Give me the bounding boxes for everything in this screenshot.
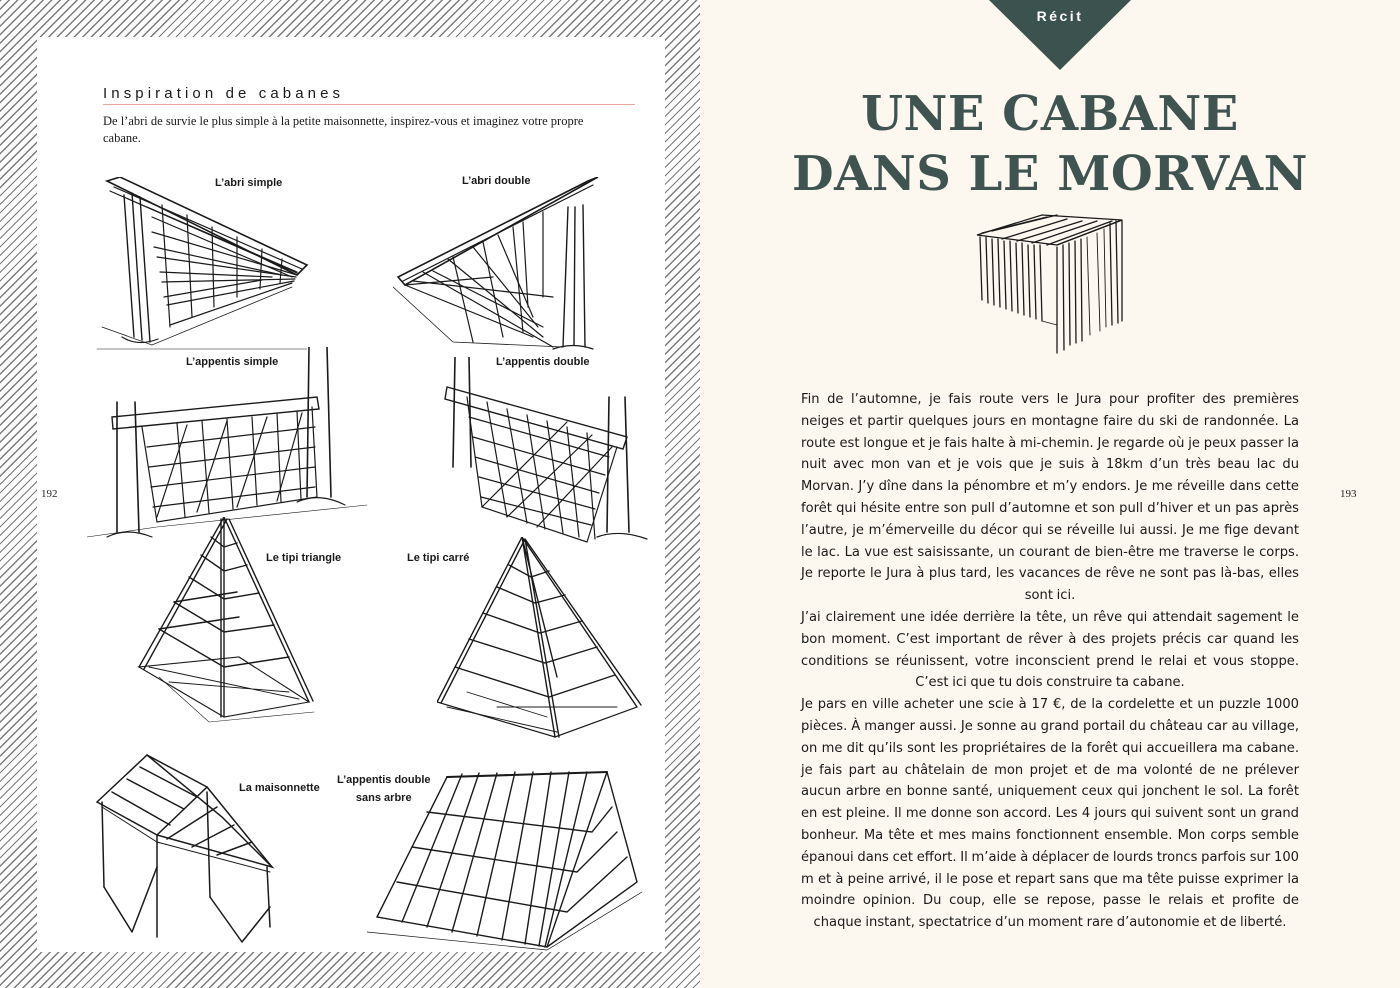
- appentis-double-illustration: [427, 357, 657, 552]
- label-appentis-double: L’appentis double: [496, 356, 590, 368]
- maisonnette-illustration: [92, 747, 282, 947]
- page-number-right: 193: [1340, 488, 1357, 500]
- label-maisonnette: La maisonnette: [239, 782, 320, 794]
- intro-text: De l’abri de survie le plus simple à la petite maisonnette, inspirez-vous et imaginez votre propre cabane.: [103, 114, 584, 145]
- label-abri-simple: L’abri simple: [215, 177, 283, 189]
- label-tipi-carre: Le tipi carré: [407, 552, 470, 564]
- left-page-content: [37, 37, 665, 952]
- page-title-line2: DANS LE MORVAN: [792, 146, 1308, 202]
- story-paragraph: J’ai clairement une idée derrière la tête, un rêve qui attendait sagement le bon moment. C’est important de rêver à des projets précis car quand les conditions se réunissent, votre inconscient prend le relai et vous stoppe. C’est ici que tu dois construire ta cabane.: [801, 609, 1299, 691]
- appentis-simple-illustration: [87, 347, 372, 542]
- recit-badge-label: Récit: [1036, 8, 1084, 24]
- label-tipi-triangle: Le tipi triangle: [266, 552, 342, 564]
- label-appentis-double-sans-arbre-line2: sans arbre: [355, 792, 412, 804]
- label-appentis-double-sans-arbre-line1: L’appentis double: [337, 774, 431, 786]
- story-paragraph: Je pars en ville acheter une scie à 17 €, de la cordelette et un puzzle 1000 pièces. À manger aussi. Je sonne au grand portail du château car au village, on me dit qu’ils sont les propriétaires de la forêt qui accueillera ma cabane. je fais part au châtelain de mon projet et de ma volonté de ne prélever aucun arbre en bonne santé, uniquement ceux qui jonchent le sol. La forêt en est pleine. Il me donne son accord. Les 4 jours qui suivent sont un grand bonheur. Ma tête et mes mains fonctionnent ensemble. Mon corps semble épanoui dans cet effort. Il m’aide à déplacer de lourds troncs parfois sur 100 m et à peine arrivé, il le pose et repart sans que ma tête puisse exprimer la moindre opinion. Du coup, elle se repose, passe le relais et profite de chaque instant, spectatrice d’un moment rare d’autonomie et de liberté.: [801, 697, 1299, 931]
- title-rule: [103, 104, 635, 105]
- story-paragraph: Fin de l’automne, je fais route vers le Jura pour profiter des premières neiges et partir quelques jours en montagne faire du ski de randonnée. La route est longue et je fais halte à mi-chemin. Je regarde où je peux passer la nuit avec mon van et je vois que je suis à 18km d’un très beau lac du Morvan. J’y dîne dans la pénombre et m’y endors. Je me réveille dans cette forêt qui hésite entre son pull d’automne et son pull d’hiver et un pas après l’autre, je m’émerveille du décor qui se réveille lui aussi. Je me fige devant le lac. La vue est saisissante, un courant de bien-être me traverse le corps. Je reporte le Jura à plus tard, les vacances de rêve ne sont pas là-bas, elles sont ici.: [801, 392, 1299, 604]
- page-title-line1: UNE CABANE: [861, 86, 1239, 142]
- label-abri-double: L’abri double: [462, 175, 531, 187]
- label-appentis-simple: L’appentis simple: [186, 356, 279, 368]
- page-title: [700, 84, 1400, 204]
- abri-simple-illustration: [92, 177, 312, 352]
- page-number-left: 192: [41, 488, 58, 500]
- right-page: [700, 0, 1400, 988]
- label-appentis-double-sans-arbre: [337, 771, 431, 807]
- cabin-illustration: [972, 205, 1132, 355]
- story-text: [801, 389, 1299, 934]
- tipi-carre-illustration: [437, 537, 657, 742]
- section-title: Inspiration de cabanes: [103, 85, 345, 102]
- abri-double-illustration: [393, 177, 613, 352]
